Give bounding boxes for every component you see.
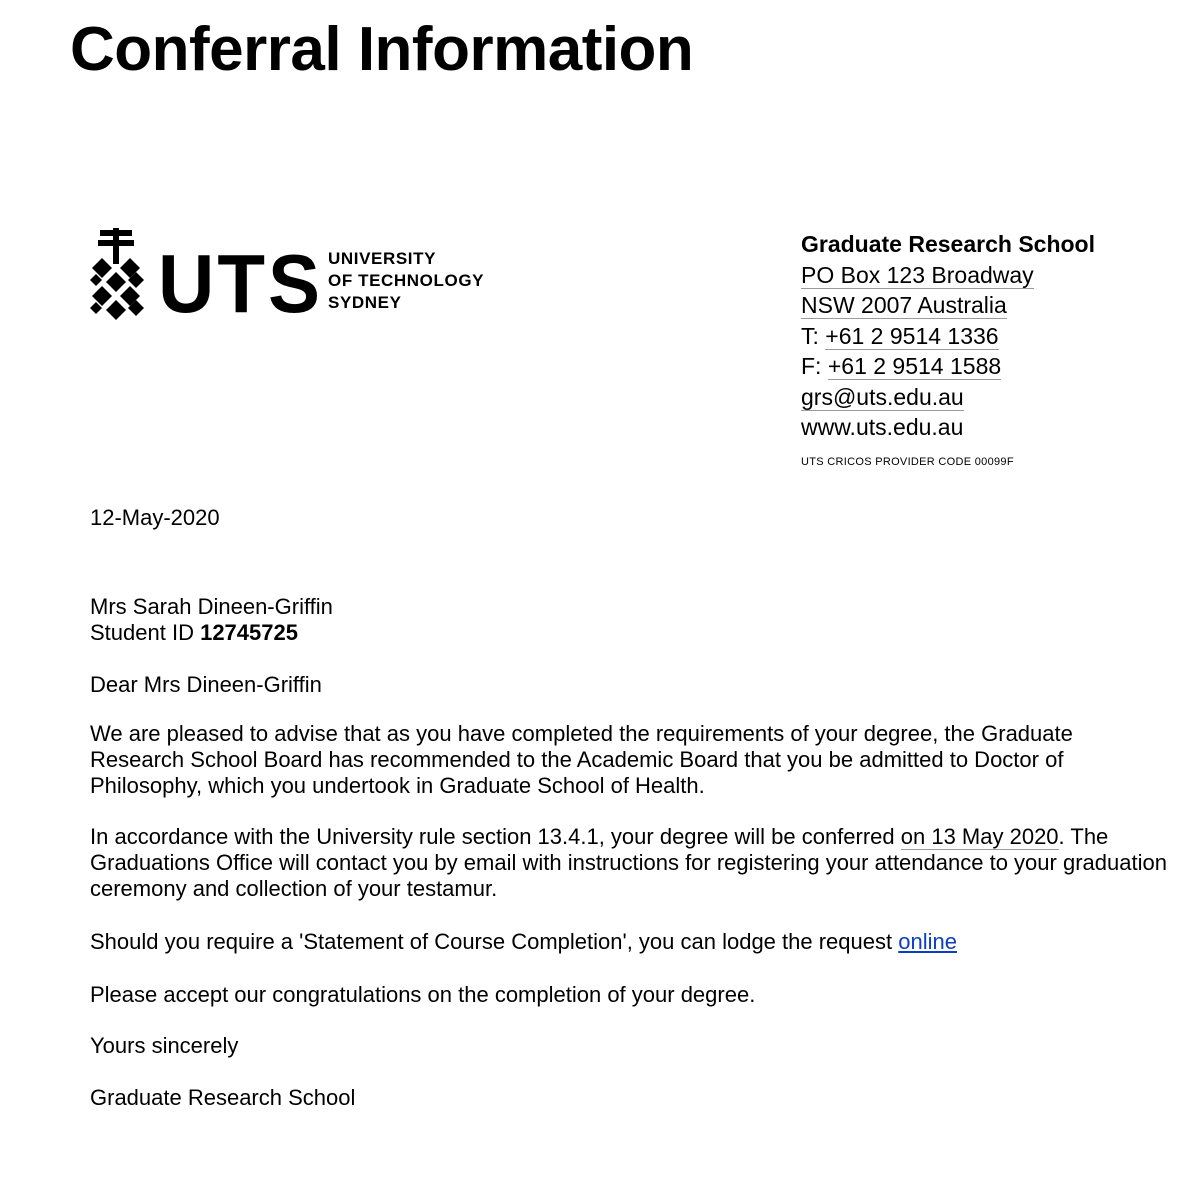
- paragraph-congratulations: Please accept our congratulations on the completion of your degree.: [90, 982, 756, 1007]
- contact-block: [801, 229, 1095, 469]
- conferral-text-start: In accordance with the University rule section 13.4.1, your degree will be conferred: [90, 824, 901, 849]
- online-link[interactable]: online: [898, 929, 957, 954]
- student-id-line: [90, 620, 1170, 646]
- address-line-1[interactable]: PO Box 123 Broadway: [801, 261, 1034, 288]
- uts-logo: [88, 228, 508, 328]
- closing: Yours sincerely: [90, 1033, 239, 1058]
- paragraph-statement: [90, 929, 1170, 955]
- email-link[interactable]: grs@uts.edu.au: [801, 383, 964, 410]
- paragraph-conferral: [90, 824, 1170, 902]
- website-link[interactable]: www.uts.edu.au: [801, 414, 964, 440]
- recipient-name: Mrs Sarah Dineen-Griffin: [90, 594, 333, 619]
- phone-label: T:: [801, 322, 826, 349]
- recipient-block: [90, 594, 1170, 646]
- letter-date: 12-May-2020: [90, 505, 220, 530]
- conferral-date[interactable]: on 13 May 2020: [900, 824, 1059, 849]
- uts-wordmark: UTS: [158, 236, 323, 330]
- statement-text: Should you require a 'Statement of Course Completion', you can lodge the request: [90, 929, 899, 954]
- paragraph-recommendation: We are pleased to advise that as you have completed the requirements of your degree, the Graduate Research School Board has recommended to the Academic Board that you be admitted to Doctor of Philosophy, which you undertook in Graduate School of Health.: [90, 721, 1073, 798]
- conferral-text-end: . The Graduations Office will contact you by email with instructions for registering your attendance to your graduation ceremony and collection of your testamur.: [90, 824, 1167, 901]
- greeting: Dear Mrs Dineen-Griffin: [90, 672, 322, 697]
- student-id: 12745725: [200, 620, 298, 645]
- fax-link[interactable]: +61 2 9514 1588: [827, 353, 1002, 379]
- student-id-label: Student ID: [90, 620, 201, 645]
- phone-link[interactable]: +61 2 9514 1336: [825, 322, 999, 349]
- signoff: Graduate Research School: [90, 1085, 356, 1110]
- contact-school: Graduate Research School: [801, 231, 1095, 257]
- logo-line-1: UNIVERSITY: [328, 249, 437, 268]
- logo-line-3: SYDNEY: [328, 293, 402, 312]
- logo-line-2: OF TECHNOLOGY: [328, 271, 485, 290]
- address-line-2[interactable]: NSW 2007 Australia: [801, 292, 1007, 318]
- page-title: Conferral Information: [70, 15, 694, 84]
- fax-label: F:: [801, 353, 828, 379]
- cricos-code: UTS CRICOS PROVIDER CODE 00099F: [801, 455, 1014, 468]
- uts-crest-icon: [88, 228, 148, 324]
- university-name: [328, 248, 484, 314]
